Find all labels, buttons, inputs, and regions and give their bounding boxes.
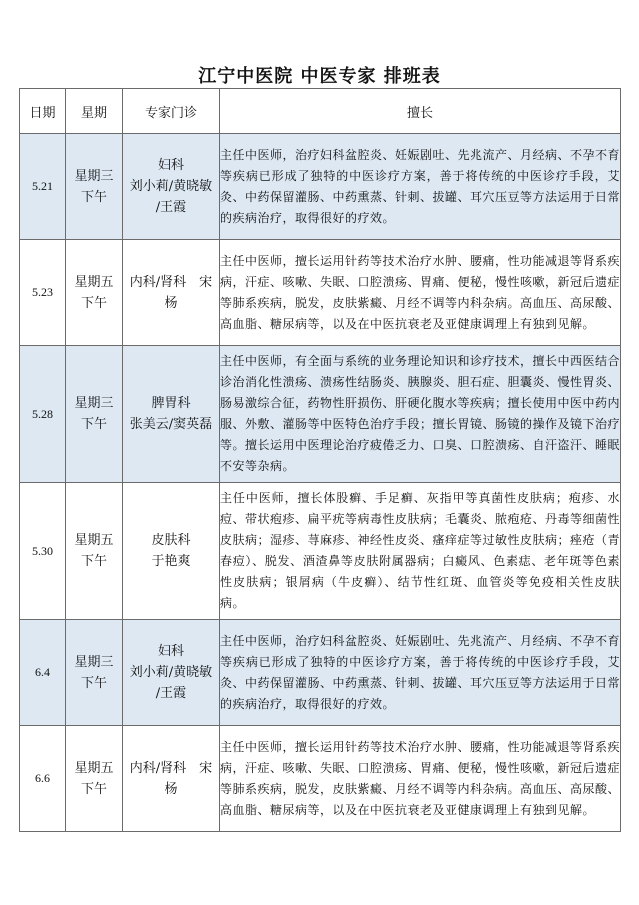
row-clinic: [123, 134, 220, 240]
row-clinic: [123, 240, 220, 346]
page-title: 江宁中医院 中医专家 排班表: [198, 66, 441, 87]
weekday-time: 下午: [80, 417, 107, 432]
clinic-line: 内科/肾科 宋: [129, 274, 213, 290]
clinic-line: 内科/肾科 宋: [129, 760, 213, 776]
row-clinic: [123, 620, 220, 726]
weekday-day: 星期五: [74, 533, 114, 548]
weekday-day: 星期三: [74, 654, 114, 670]
weekday-day: 星期三: [74, 168, 114, 184]
clinic-line: 脾胃科: [151, 396, 191, 411]
row-weekday: [66, 346, 123, 483]
row-date: 5.28: [20, 346, 66, 483]
row-clinic: [123, 483, 220, 620]
table-row: [20, 346, 621, 483]
table-row: [20, 483, 621, 620]
clinic-line: 张美云/窦英磊: [129, 417, 213, 432]
row-weekday: [66, 483, 123, 620]
table-row: [20, 134, 621, 240]
header-weekday: 星期: [66, 89, 123, 134]
row-clinic: [123, 346, 220, 483]
weekday-day: 星期五: [74, 760, 114, 776]
clinic-line: 刘小莉/黄晓敏: [129, 665, 213, 680]
row-date: 5.23: [20, 240, 66, 346]
row-specialty: 主任中医师，治疗妇科盆腔炎、妊娠剧吐、先兆流产、月经病、不孕不育等疾病已形成了独特的中医诊疗方案，善于将传统的中医诊疗手段，艾灸、中药保留灌肠、中药熏蒸、针刺、拔罐、耳穴压豆等方法运用于日常的疾病治疗，取得很好的疗效。: [220, 620, 621, 726]
clinic-line: 杨: [164, 295, 178, 311]
weekday-day: 星期三: [74, 396, 114, 411]
row-date: 5.30: [20, 483, 66, 620]
weekday-time: 下午: [80, 554, 107, 569]
weekday-time: 下午: [80, 675, 107, 691]
row-specialty: 主任中医师，擅长体股癣、手足癣、灰指甲等真菌性皮肤病；疱疹、水痘、带状疱疹、扁平疣等病毒性皮肤病；毛囊炎、脓疱疮、丹毒等细菌性皮肤病；湿疹、荨麻疹、神经性皮炎、瘙痒症等过敏性皮肤病；痤疮（青春痘）、脱发、酒渣鼻等皮肤附属器病；白癜风、色素痣、老年斑等色素性皮肤病；银屑病（牛皮癣）、结节性红斑、血管炎等免疫相关性皮肤病。: [220, 483, 621, 620]
table-row: [20, 240, 621, 346]
weekday-day: 星期五: [74, 274, 114, 290]
row-weekday: [66, 726, 123, 832]
row-specialty: 主任中医师，有全面与系统的业务理论知识和诊疗技术，擅长中西医结合诊治消化性溃疡、溃疡性结肠炎、胰腺炎、胆石症、胆囊炎、慢性胃炎、肠易激综合征，药物性肝损伤、肝硬化腹水等疾病；擅长使用中医中药内服、外敷、灌肠等中医特色治疗手段；擅长胃镜、肠镜的操作及镜下治疗等。擅长运用中医理论治疗疲倦乏力、口臭、口腔溃疡、自汗盗汗、睡眠不安等杂病。: [220, 346, 621, 483]
clinic-line: /王霞: [155, 200, 187, 215]
row-weekday: [66, 134, 123, 240]
clinic-line: /王霞: [155, 686, 187, 701]
clinic-line: 皮肤科: [151, 533, 191, 548]
header-clinic: 专家门诊: [123, 89, 220, 134]
clinic-line: 妇科: [157, 644, 184, 659]
row-weekday: [66, 620, 123, 726]
row-date: 6.6: [20, 726, 66, 832]
row-specialty: 主任中医师，擅长运用针药等技术治疗水肿、腰痛，性功能减退等肾系疾病，汗症、咳嗽、失眠、口腔溃疡、胃痛、便秘，慢性咳嗽，新冠后遗症等肺系疾病，脱发，皮肤紫癜、月经不调等内科杂病。高血压、高尿酸、高血脂、糖尿病等，以及在中医抗衰老及亚健康调理上有独到见解。: [220, 240, 621, 346]
weekday-time: 下午: [80, 295, 107, 311]
weekday-time: 下午: [80, 781, 107, 797]
schedule-table: [19, 88, 621, 832]
clinic-line: 于艳爽: [151, 554, 191, 569]
clinic-line: 杨: [164, 781, 178, 797]
header-date: 日期: [20, 89, 66, 134]
table-row: [20, 726, 621, 832]
clinic-line: 妇科: [157, 158, 184, 173]
table-row: [20, 620, 621, 726]
clinic-line: 刘小莉/黄晓敏: [129, 179, 213, 194]
weekday-time: 下午: [80, 189, 107, 205]
row-date: 5.21: [20, 134, 66, 240]
row-date: 6.4: [20, 620, 66, 726]
row-specialty: 主任中医师，治疗妇科盆腔炎、妊娠剧吐、先兆流产、月经病、不孕不育等疾病已形成了独特的中医诊疗方案，善于将传统的中医诊疗手段，艾灸、中药保留灌肠、中药熏蒸、针刺、拔罐、耳穴压豆等方法运用于日常的疾病治疗，取得很好的疗效。: [220, 134, 621, 240]
row-weekday: [66, 240, 123, 346]
header-specialty: 擅长: [220, 89, 621, 134]
row-clinic: [123, 726, 220, 832]
row-specialty: 主任中医师，擅长运用针药等技术治疗水肿、腰痛，性功能减退等肾系疾病，汗症、咳嗽、失眠、口腔溃疡、胃痛、便秘，慢性咳嗽，新冠后遗症等肺系疾病，脱发，皮肤紫癜、月经不调等内科杂病。高血压、高尿酸、高血脂、糖尿病等，以及在中医抗衰老及亚健康调理上有独到见解。: [220, 726, 621, 832]
table-header-row: [20, 89, 621, 134]
